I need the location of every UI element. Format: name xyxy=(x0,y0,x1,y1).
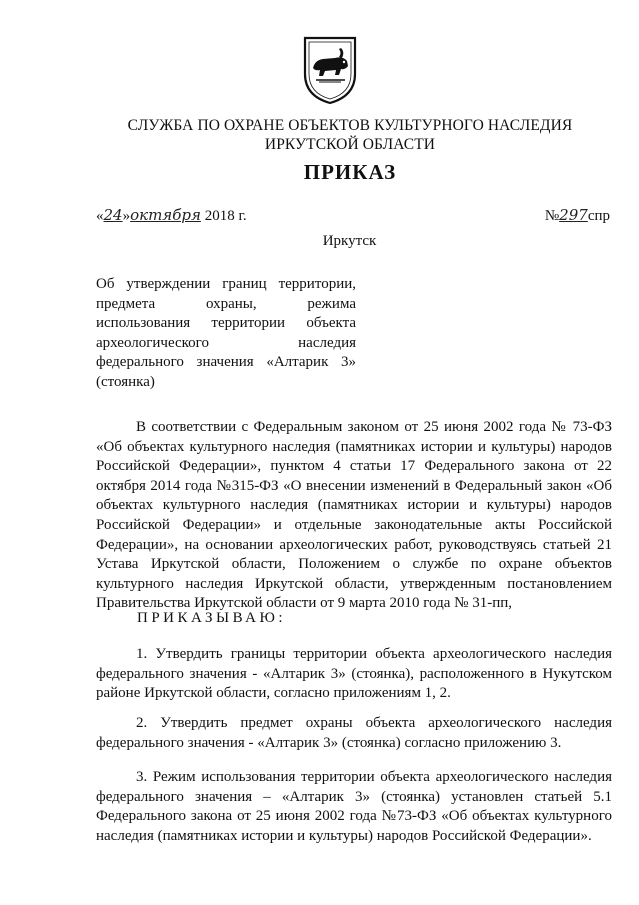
document-city: Иркутск xyxy=(322,233,377,249)
subject-line: предмета охраны, режима xyxy=(96,295,356,312)
document-subject xyxy=(96,275,356,393)
item-line: 1. Утвердить границы территории объекта археологического наследия xyxy=(136,646,612,662)
subject-line: использования территории объекта xyxy=(96,315,356,332)
item-line: 3. Режим использования территории объекта археологического наследия xyxy=(136,769,612,785)
order-item-2 xyxy=(96,714,612,753)
date-month-handwritten: октября xyxy=(130,206,201,224)
document-title: ПРИКАЗ xyxy=(303,160,397,184)
preamble-line: объектах культурного наследия (памятниках истории и культуры) народов xyxy=(96,497,612,514)
document-date xyxy=(96,206,247,225)
number-prefix: № xyxy=(544,208,560,224)
organization-name-line1: СЛУЖБА ПО ОХРАНЕ ОБЪЕКТОВ КУЛЬТУРНОГО НАСЛЕДИЯ xyxy=(127,117,573,134)
preamble-line: Российской Федерации» и отдельные законодательные акты Российской xyxy=(96,516,612,533)
subject-line: Об утверждении границ территории, xyxy=(96,276,356,292)
document-number xyxy=(545,206,610,225)
date-open-quote: « xyxy=(96,208,104,224)
item-line: федерального значения - «Алтарик 3» (стоянка), расположенного в Нукутском xyxy=(96,665,612,682)
preamble-line: культурного наследия Иркутской области, утвержденным постановлением xyxy=(96,575,612,592)
item-line: наследия (памятниках истории и культуры) народов Российской Федерации». xyxy=(96,827,592,844)
preamble-line: Федерации», на основании археологических работ, руководствуясь статьей 21 xyxy=(96,536,612,553)
order-item-3 xyxy=(96,768,612,846)
item-line: 2. Утвердить предмет охраны объекта археологического наследия xyxy=(136,715,612,731)
subject-line: (стоянка) xyxy=(96,373,155,390)
preamble-line: Российской Федерации», пунктом 4 статьи 17 Федерального закона от 22 xyxy=(96,458,612,475)
date-close-quote: » xyxy=(122,208,131,224)
item-line: Федерального закона от 25 июня 2002 года №73-ФЗ «Об объектах культурного xyxy=(96,808,612,825)
preamble-line: «Об объектах культурного наследия (памятниках истории и культуры) народов xyxy=(96,438,612,455)
number-suffix: спр xyxy=(587,208,610,224)
item-line: районе Иркутской области, согласно приложениям 1, 2. xyxy=(96,685,451,702)
coat-of-arms-emblem-icon xyxy=(301,34,359,106)
subject-line: археологического наследия xyxy=(96,334,356,351)
item-line: федерального значения - «Алтарик 3» (стоянка) согласно приложению 3. xyxy=(96,734,562,751)
preamble-line: Правительства Иркутской области от 9 марта 2010 года № 31-пп, xyxy=(96,595,512,612)
date-year: 2018 г. xyxy=(204,208,247,224)
number-value-handwritten: 297 xyxy=(559,206,588,224)
item-line: федерального значения – «Алтарик 3» (стоянка) установлен статьей 5.1 xyxy=(96,788,612,805)
organization-name-line2: ИРКУТСКОЙ ОБЛАСТИ xyxy=(264,136,436,153)
preamble-line: октября 2014 года №315-ФЗ «О внесении изменений в Федеральный закон «Об xyxy=(96,477,612,494)
order-item-1 xyxy=(96,645,612,704)
date-day-handwritten: 24 xyxy=(103,206,123,224)
order-word: ПРИКАЗЫВАЮ: xyxy=(137,610,287,626)
preamble-line: Устава Иркутской области, Положением о службе по охране объектов xyxy=(96,556,612,573)
subject-line: федерального значения «Алтарик 3» xyxy=(96,354,356,371)
preamble-paragraph xyxy=(96,418,612,614)
preamble-line: В соответствии с Федеральным законом от 25 июня 2002 года № 73-ФЗ xyxy=(136,419,612,435)
